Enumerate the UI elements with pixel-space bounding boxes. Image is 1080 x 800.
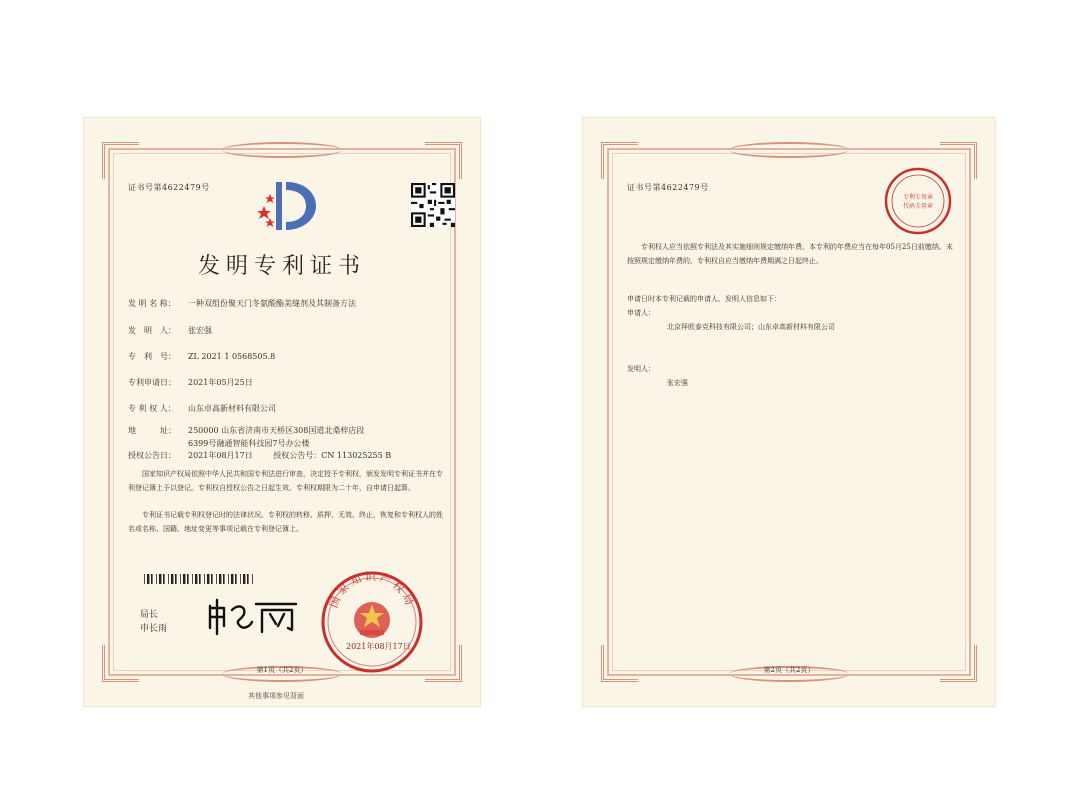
applicant-label: 申请人： <box>627 309 655 317</box>
frame-corner <box>102 142 139 179</box>
frame-corner <box>425 645 462 682</box>
frame-corner <box>940 645 977 682</box>
frame-corner <box>102 645 139 682</box>
field-grant-date: 授权公告日： 2021年08月17日 授权公告号：CN 113025255 B <box>128 451 392 460</box>
field-address: 地 址： 250000 山东省济南市天桥区308国道北桑梓店段6399号融通智能科技园7号办公楼 <box>128 426 365 448</box>
frame-ornament <box>729 142 849 158</box>
qr-code-icon <box>411 183 455 227</box>
patent-special-seal <box>883 166 953 236</box>
back-note: 其他事项参见背面 <box>248 692 304 700</box>
frame-ornament <box>222 142 342 158</box>
signer-name: 申长雨 <box>140 624 168 634</box>
signer-title: 局长 <box>140 610 159 620</box>
field-patentee: 专 利 权 人： 山东卓高新材料有限公司 <box>128 404 276 413</box>
applicant-names: 北京拜欧泰克科技有限公司；山东卓高新材料有限公司 <box>667 323 835 331</box>
inventor-label: 发明人： <box>627 365 655 373</box>
official-red-seal <box>320 570 424 674</box>
certificate-page-2 <box>583 118 995 706</box>
inventor-name: 张宏强 <box>667 379 688 387</box>
field-patent-number: 专 利 号： ZL 2021 1 0568505.8 <box>128 352 276 361</box>
seal-line-2: 代码专用章 <box>902 203 934 210</box>
handwritten-signature <box>204 596 304 636</box>
annual-fee-statement: 专利权人应当依照专利法及其实施细则规定缴纳年费。本专利的年费应当在每年05月25日前缴纳。未按照规定缴纳年费的，专利权自应当缴纳年费期满之日起终止。 <box>627 243 953 265</box>
seal-line-1: 专利专用章 <box>902 194 934 201</box>
frame-corner <box>601 645 638 682</box>
field-invention-name: 发 明 名 称： 一种双组份聚天门冬氨酸酯美缝剂及其制备方法 <box>128 299 356 308</box>
certificate-number: 证书号第4622479号 <box>627 183 709 192</box>
certificate-number: 证书号第4622479号 <box>128 183 210 192</box>
seal-date: 2021年08月17日 <box>346 642 411 651</box>
page-number: 第2页（共2页） <box>763 666 815 674</box>
certificate-page-1 <box>84 118 480 706</box>
field-inventor: 发 明 人： 张宏强 <box>128 326 212 335</box>
frame-corner <box>425 142 462 179</box>
page-number: 第1页（共2页） <box>256 666 308 674</box>
frame-corner <box>601 142 638 179</box>
certificate-title: 发明专利证书 <box>197 254 366 279</box>
applicant-intro: 申请日时本专利记载的申请人、发明人信息如下： <box>627 295 781 303</box>
field-application-date: 专利申请日： 2021年05月25日 <box>128 378 253 387</box>
barcode-icon <box>144 574 254 584</box>
register-statement: 专利证书记载专利权登记时的法律状况。专利权的转移、质押、无效、终止、恢复和专利权人的姓名或名称、国籍、地址变更等事项记载在专利登记簿上。 <box>128 511 443 533</box>
patent-office-emblem-icon <box>256 176 320 234</box>
grant-statement: 国家知识产权局依照中华人民共和国专利法进行审查，决定授予专利权，颁发发明专利证书并在专利登记簿上予以登记。专利权自授权公告之日起生效。专利权期限为二十年，自申请日起算。 <box>128 470 443 492</box>
seal-text: 国家知识产权局 <box>326 570 418 610</box>
